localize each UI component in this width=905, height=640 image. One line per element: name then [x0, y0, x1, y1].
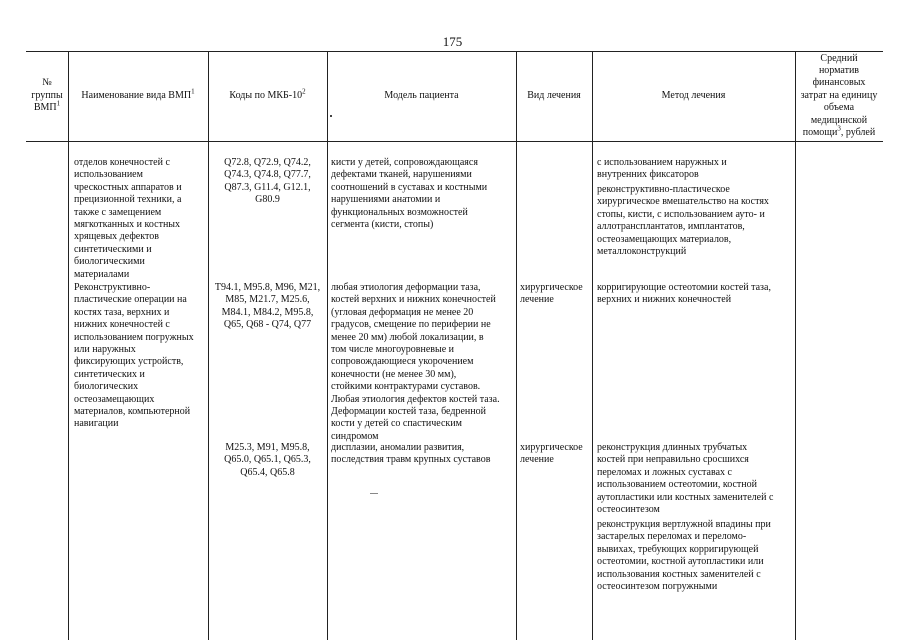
row-2-icd-codes: T94.1, M95.8, M96, M21, M85, M21.7, M25.6, M84.1, M84.2, M95.8, Q65, Q68 - Q74, Q77 — [214, 282, 321, 331]
scan-dot — [330, 115, 332, 117]
scan-mark — [370, 493, 378, 494]
row-3-patient-model: дисплазии, аномалии развития, последствия травм крупных суставов — [331, 442, 491, 466]
page-number: 175 — [442, 34, 463, 49]
row-1-method-1: с использованием наружных и внутренних фиксаторов — [597, 157, 727, 181]
header-bottom-rule — [26, 141, 883, 142]
row-1-method-2: реконструктивно-пластическое хирургическое вмешательство на костях стопы, кисти, с использованием ауто- и аллотрансплантатов, имплантатов, остеозамещающих материалов, металлоконструкций — [597, 184, 769, 258]
row-1-patient-model: кисти у детей, сопровождающаяся дефектами тканей, нарушениями соотношений в суставах и костными нарушениями анатомии и функциональных возможностей сегмента (кисти, стопы) — [331, 157, 488, 231]
row-2-treatment-type: хирургическое лечение — [520, 282, 583, 306]
row-1-icd-codes: Q72.8, Q72.9, Q74.2, Q74.3, Q74.8, Q77.7, Q87.3, G11.4, G12.1, G80.9 — [224, 157, 311, 206]
row-1-vmp-name: отделов конечностей с использованием чрескостных аппаратов и прецизионной техники, а также с замещением мягкотканных и костных хрящевых дефектов синтетическими и биологическими материалами — [74, 157, 182, 280]
header-treatment-method: Метод лечения — [661, 89, 726, 101]
header-vmp-name: Наименование вида ВМП$^1$ — [81, 87, 195, 101]
header-treatment-type: Вид лечения — [527, 89, 581, 101]
header-icd-codes: Коды по МКБ-$10^2$ — [229, 87, 306, 101]
row-3-icd-codes: M25.3, M91, M95.8, Q65.0, Q65.1, Q65.3, Q65.4, Q65.8 — [224, 442, 311, 478]
row-2-vmp-name: Реконструктивно- пластические операции на костях таза, верхних и нижних конечностей с использованием погружных или наружных фиксирующих устройств, синтетических и биологических остеозамещающих материалов, компьютерной навигации — [74, 282, 194, 430]
row-3-treatment-type: хирургическое лечение — [520, 442, 583, 466]
header-patient-model: Модель пациента — [384, 89, 459, 101]
header-cost-norm: Средний норматив финансовых затрат на единицу объема медицинской помощи$^3$, рублей — [800, 52, 878, 139]
header-group-number: № группы ВМП$^1$ — [31, 77, 63, 114]
row-2-patient-model: любая этиология деформации таза, костей верхних и нижних конечностей (угловая деформация не менее 20 градусов, смещение по периферии не менее 20 мм) любой локализации, в том числе многоуровневые и сопровождающиеся укорочением конечности (не менее 30 мм), стойкими контрактурами суставов. Любая этиология дефектов костей таза. Деформации костей таза, бедренной кости у детей со спастическим синдромом — [331, 282, 500, 442]
row-3-method-1: реконструкция длинных трубчатых костей при неправильно сросшихся переломах и ложных суставах с использованием остеотомии, костной аутопластики или костных заменителей с остеосинтезом — [597, 442, 774, 516]
row-3-method-2: реконструкция вертлужной впадины при застарелых переломах и переломо- вывихах, требующих корригирующей остеотомии, костной аутопластики или использования костных заменителей с остеосинтезом погружными — [597, 519, 771, 593]
row-2-method-1: корригирующие остеотомии костей таза, верхних и нижних конечностей — [597, 282, 771, 306]
